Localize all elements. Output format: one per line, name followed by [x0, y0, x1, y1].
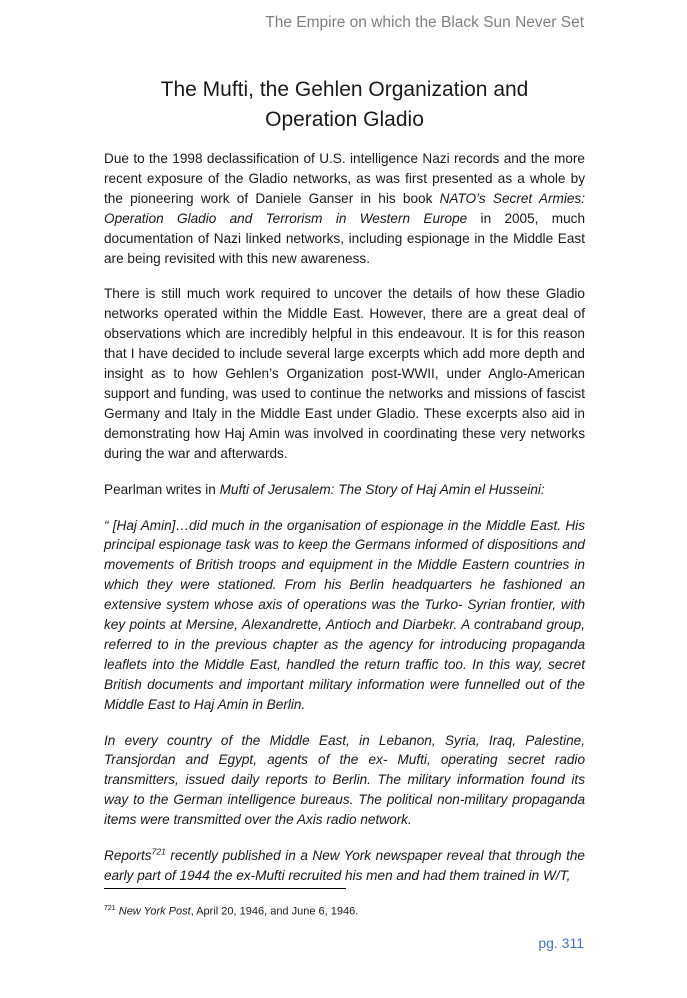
quote-paragraph-2: In every country of the Middle East, in Lebanon, Syria, Iraq, Palestine, Transjordan and Egypt, agents of the ex- Mufti, operating secret radio transmitters, issued daily reports to Berlin. The military information found its way to the German intelligence bureaus. The political non-military propaganda items were transmitted over the Axis radio network.: [104, 732, 585, 828]
footnote-number: 721: [104, 905, 116, 912]
paragraph-2: There is still much work required to uncover the details of how these Gladio networks operated within the Middle East. However, there are a great deal of observations which are incredibly helpful in this endeavour. It is for this reason that I have decided to include several large excerpts which add more depth and insight as to how Gehlen’s Organization post-WWII, under Anglo-American support and funding, was used to continue the networks and missions of fascist Germany and Italy in the Middle East under Gladio. These excerpts also aid in demonstrating how Haj Amin was involved in coordinating these very networks during the war and afterwards.: [104, 286, 585, 461]
quote-paragraph-3: [104, 846, 585, 886]
page-number: pg. 311: [538, 935, 584, 951]
paragraph-1-text-a: Due to the 1998 declassification of U.S. intelligence Nazi records and the more recent exposure of the Gladio networks, as was first presented as a whole by the pioneering work of Daniele Ganser in his book: [104, 151, 585, 206]
footnote-text: , April 20, 1946, and June 6, 1946.: [190, 905, 359, 918]
quote-paragraph-3-text-a: Reports: [104, 848, 152, 864]
chapter-title-line-2: Operation Gladio: [265, 108, 424, 131]
book-title-nato-secret-armies: NATO’s Secret Armies: Operation Gladio and Terrorism in Western Europe: [104, 190, 585, 226]
chapter-title: [104, 75, 585, 135]
quote-paragraph-1: “ [Haj Amin]…did much in the organisation of espionage in the Middle East. His principal espionage task was to keep the Germans informed of dispositions and movements of British troops and equipment in the Middle Eastern countries in which they were stationed. From his Berlin headquarters he fashioned an extensive system whose axis of operations was the Turko- Syrian frontier, with key points at Mersine, Alexandrette, Antioch and Diarbekr. A contraband group, referred to in the previous chapter as the agency for introducing propaganda leaflets into the Middle East, handled the return traffic too. In this way, secret British documents and important military information were funnelled out of the Middle East to Haj Amin in Berlin.: [104, 517, 585, 712]
footnote-source: New York Post: [118, 905, 191, 918]
footnote: [104, 902, 358, 919]
paragraph-1: [104, 149, 585, 268]
footnote-reference[interactable]: 721: [151, 846, 166, 857]
paragraph-1-text-b: in 2005, much documentation of Nazi linked networks, including espionage in the Middle East are being revisited with this new awareness.: [104, 210, 586, 266]
paragraph-3-text: Pearlman writes in: [104, 481, 220, 497]
quote-paragraph-3-text-b: recently published in a New York newspaper reveal that through the early part of 1944 the ex-Mufti recruited his men and had them trained in W/T,: [104, 848, 585, 883]
book-title-mufti-of-jerusalem: Mufti of Jerusalem: The Story of Haj Amin el Husseini:: [219, 481, 545, 497]
footnote-divider: [104, 888, 346, 889]
running-header: The Empire on which the Black Sun Never Set: [265, 14, 584, 31]
body-text: [104, 149, 585, 902]
chapter-title-line-1: The Mufti, the Gehlen Organization and: [160, 78, 529, 101]
paragraph-3: [104, 480, 585, 500]
